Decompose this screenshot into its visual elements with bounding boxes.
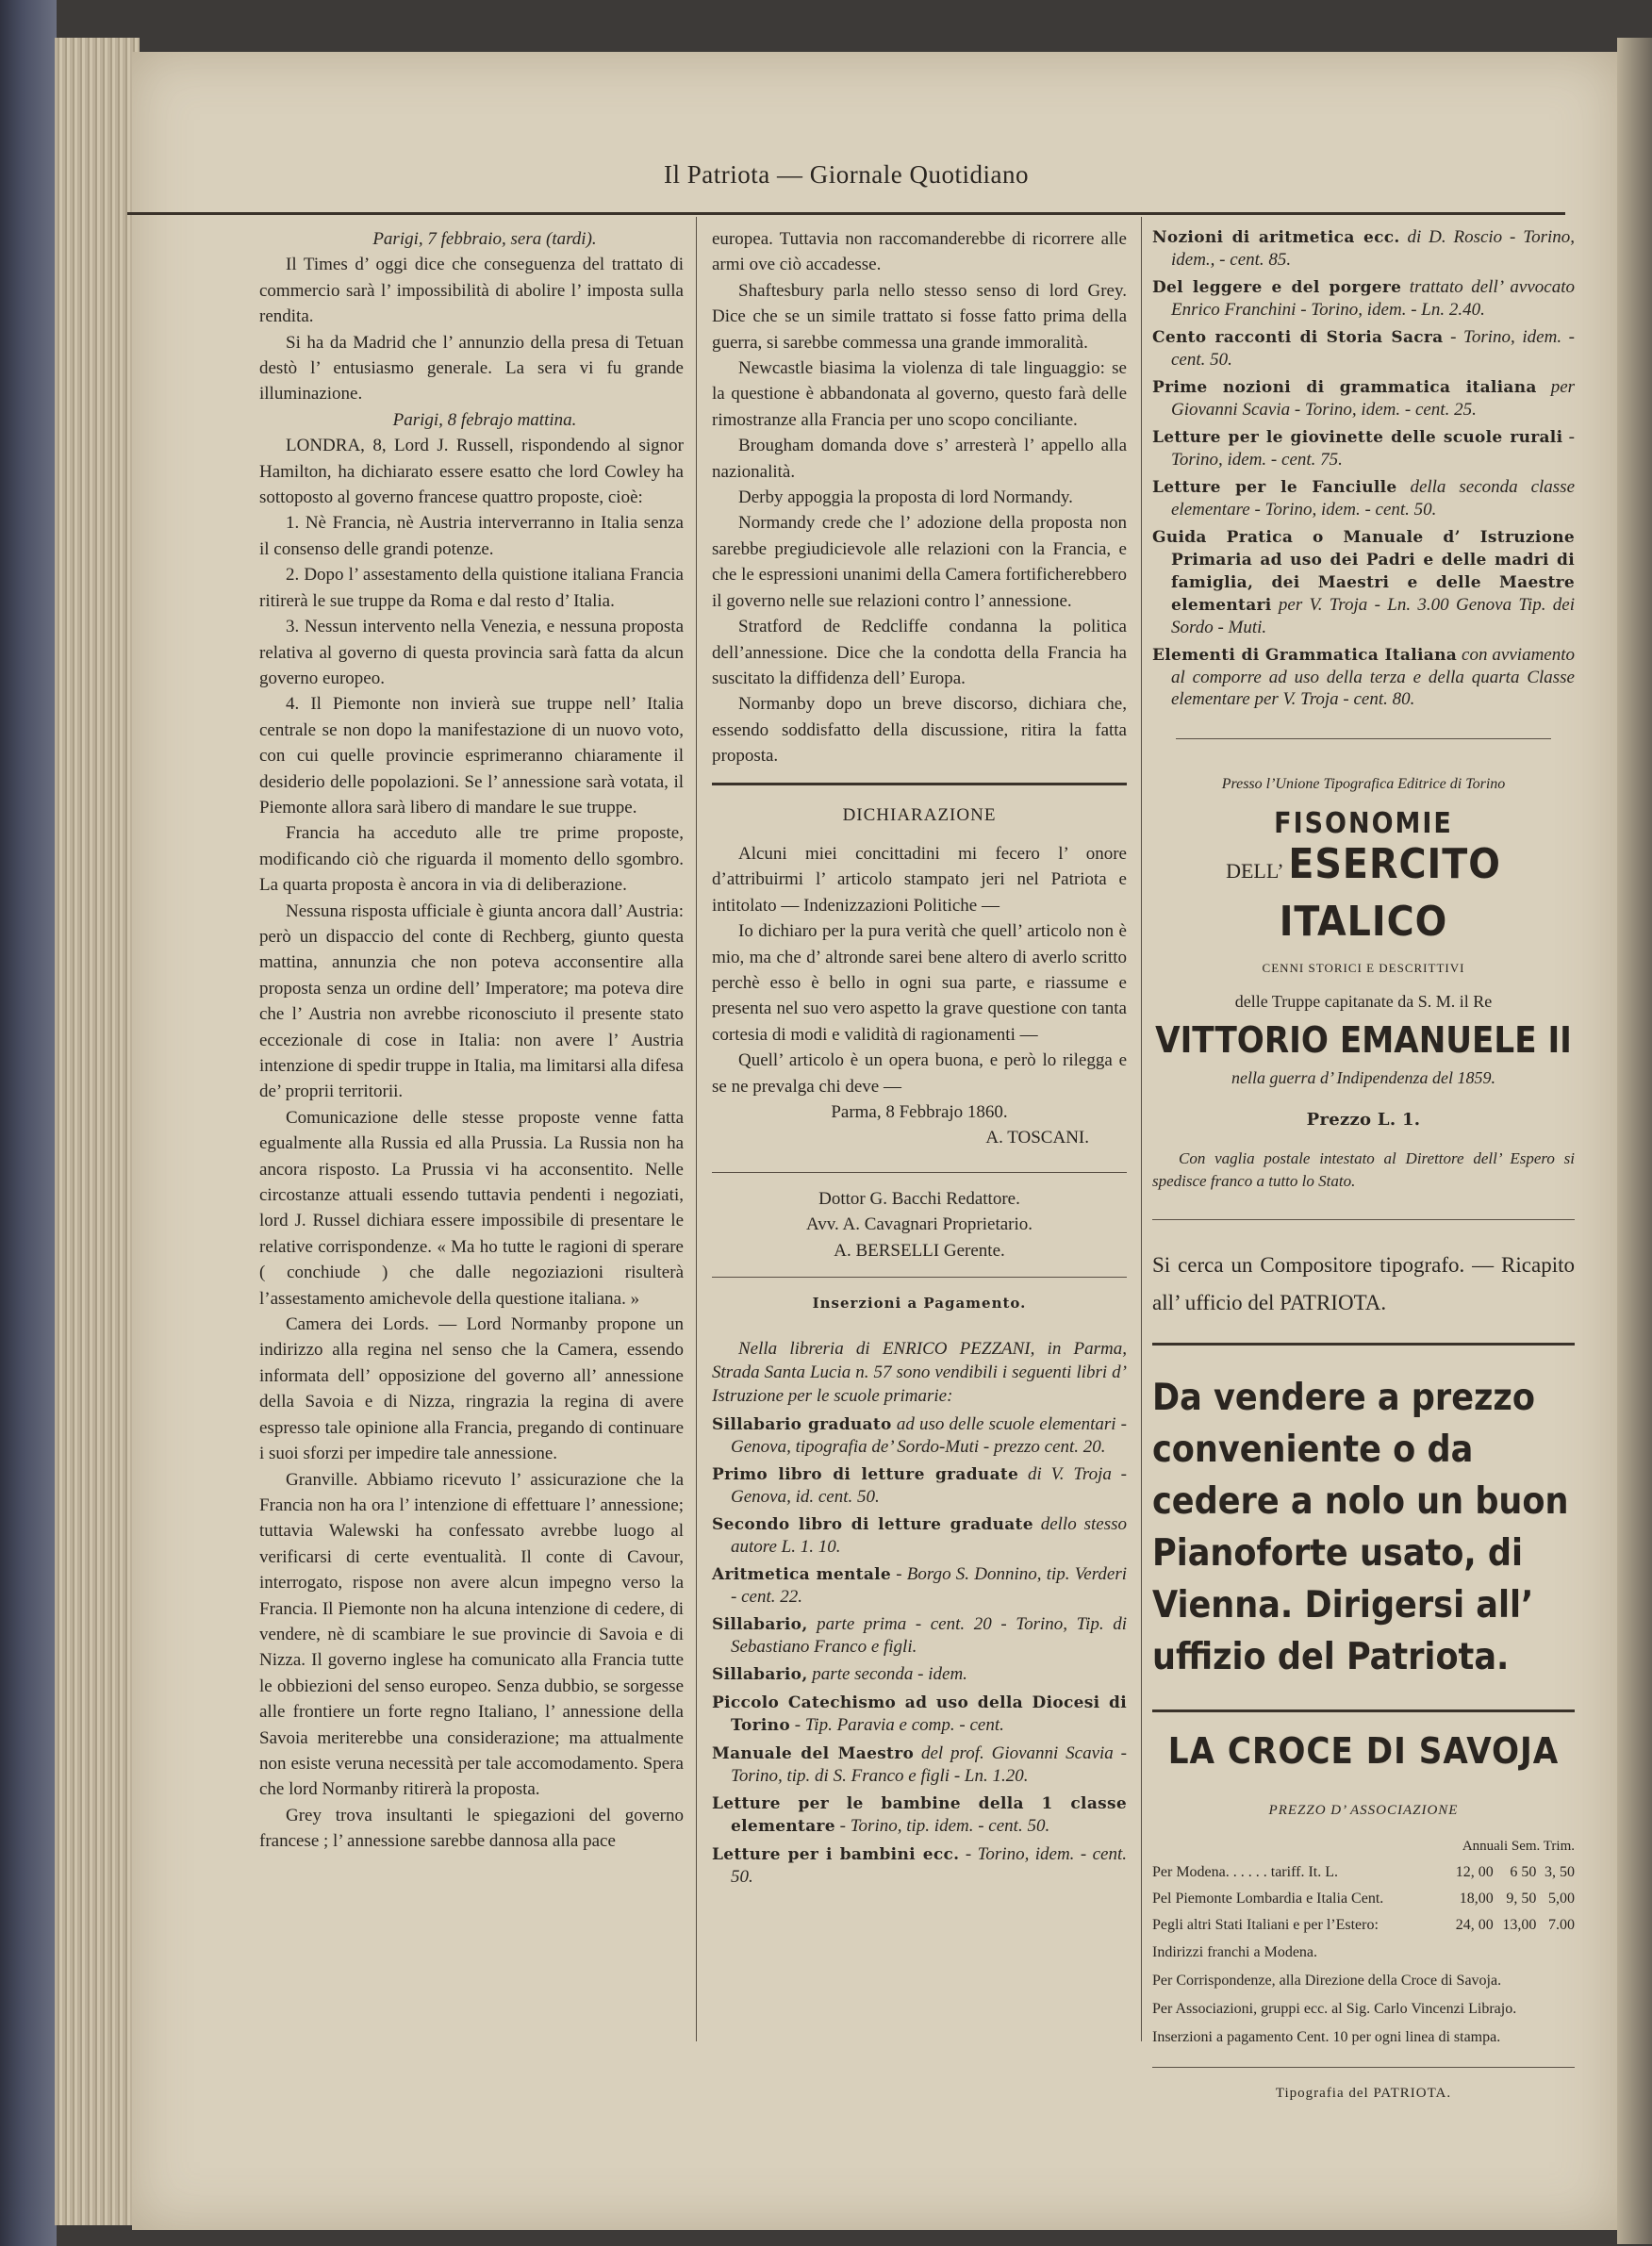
book-details: parte seconda - idem.: [812, 1664, 967, 1685]
column-rule: [1141, 217, 1142, 2041]
croce-columns: Annuali Sem. Trim.: [1462, 1838, 1575, 1854]
book-item: [712, 1463, 1127, 1508]
book-item: [712, 1413, 1127, 1458]
page-stack-edge: [55, 38, 140, 2225]
divider: [1152, 1709, 1575, 1712]
ad-dell: DELL’: [1226, 859, 1284, 884]
staff-manager: A. BERSELLI Gerente.: [834, 1240, 1005, 1261]
book-item: [1152, 476, 1575, 520]
column-rule: [696, 217, 697, 2041]
book-details: di V. Troja - Genova, id. cent. 50.: [731, 1464, 1128, 1508]
ad-delle-truppe: delle Truppe capitanate da S. M. il Re: [1234, 991, 1493, 1011]
book-item: [712, 1663, 1127, 1686]
book-list: [1152, 226, 1575, 710]
article-paragraph: Stratford de Redcliffe condanna la politica dell’annessione. Dice che la condotta della Francia ha suscitato la diffidenza dell’ Europa.: [712, 617, 1127, 688]
book-details: per Giovanni Scavia - Torino, idem. - cent. 25.: [1171, 377, 1576, 420]
article-continued: [712, 226, 1127, 769]
article-paragraph: Camera dei Lords. — Lord Normanby propone un indirizzo alla regina nel senso che la Camera, essendo informata dell’ opposizione del governo all’ annessione della Savoia e di Nizza, ringrazia la regina di avere espresso tale opinione alla Francia, pregando di continuare i suoi sforzi per impedire tale annessione.: [259, 1314, 684, 1464]
price-row: [1152, 1859, 1575, 1886]
article-paragraph: 4. Il Piemonte non invierà sue truppe nell’ Italia centrale se non dopo la manifestazione di un nuovo voto, con cui quelle provincie esprimeranno chiaramente il desiderio delle popolazioni. Se l’ annessione sarà votata, il Piemonte allora sarà libero di mandare le sue truppe.: [259, 694, 684, 817]
book-details: - Torino, idem. - cent. 50.: [1171, 327, 1576, 370]
croce-notes: [1152, 1939, 1575, 2052]
book-details: ad uso delle scuole elementari - Genova, tipografia de’ Sordo-Muti - prezzo cent. 20.: [731, 1414, 1127, 1458]
book-title: Letture per le giovinette delle scuole rurali: [1152, 428, 1563, 447]
price-cell: 18,00: [1459, 1891, 1494, 1907]
declaration-title: DICHIARAZIONE: [842, 804, 997, 825]
book-item: [712, 1843, 1127, 1888]
top-rule: [127, 212, 1565, 215]
price-row: [1152, 1912, 1575, 1939]
divider: [1152, 1343, 1575, 1346]
book-details: della seconda classe elementare - Torino, idem. - cent. 50.: [1171, 477, 1576, 520]
book-title: Sillabario,: [712, 1665, 808, 1685]
book-item: [1152, 426, 1575, 471]
book-item: [712, 1742, 1127, 1787]
article-paragraph: 2. Dopo l’ assestamento della quistione italiana Francia ritirerà le sue truppe da Roma e dal resto d’ Italia.: [259, 565, 684, 611]
book-title: Letture per i bambini ecc.: [712, 1845, 960, 1865]
declaration-paragraph: Alcuni miei concittadini mi fecero l’ onore d’attribuirmi l’ articolo stampato jeri nel Patriota e intitolato — Indenizzazioni Politiche —: [712, 843, 1127, 916]
price-cell: 13,00: [1502, 1917, 1537, 1934]
column-2: [712, 226, 1127, 1893]
book-title: Primo libro di letture graduate: [712, 1465, 1019, 1485]
price-cell: 6 50: [1510, 1864, 1537, 1881]
ad-guerra: nella guerra d’ Indipendenza del 1859.: [1231, 1068, 1495, 1088]
divider: [712, 783, 1127, 785]
article-paragraph: Si ha da Madrid che l’ annunzio della presa di Tetuan destò l’ entusiasmo generale. La sera vi fu grande illuminazione.: [259, 332, 684, 405]
book-item: [1152, 226, 1575, 271]
book-item: [1152, 326, 1575, 371]
tipografia: Tipografia del PATRIOTA.: [1275, 2086, 1452, 2102]
price-cell: 3, 50: [1545, 1864, 1575, 1881]
article-paragraph: Comunicazione delle stesse proposte venne fatta egualmente alla Russia ed alla Prussia. La Russia non ha ancora risposto. La Prussia vi ha acconsentito. Nelle circostanze attuali essendo tuttavia pendenti i negoziati, lord J. Russel dichiara essere impossibile di presentare le relative corrispondenze. « Ma ho tutte le ragioni di sperare ( conchiude ) che dalle negoziazioni risulterà l’assestamento amichevole della questione italiana. »: [259, 1107, 684, 1309]
book-title: Secondo libro di letture graduate: [712, 1515, 1033, 1535]
book-details: per V. Troja - Ln. 3.00 Genova Tip. dei Sordo - Muti.: [1171, 595, 1576, 637]
book-details: di D. Roscio - Torino, idem., - cent. 85.: [1171, 227, 1575, 270]
book-details: trattato dell’ avvocato Enrico Franchini - Torino, idem. - Ln. 2.40.: [1171, 277, 1576, 320]
croce-subtitle: PREZZO D’ ASSOCIAZIONE: [1268, 1803, 1459, 1819]
book-details: con avviamento al comporre ad uso della terza e della quarta Classe elementare per V. Troja - cent. 80.: [1171, 645, 1575, 709]
price-cell: 24, 00: [1455, 1917, 1494, 1934]
price-cell: 5,00: [1548, 1891, 1575, 1907]
staff-box: [712, 1186, 1127, 1263]
book-title: Elementi di Grammatica Italiana: [1152, 646, 1458, 665]
article-paragraph: 1. Nè Francia, nè Austria interverranno in Italia senza il consenso delle grandi potenze.: [259, 513, 684, 559]
declaration-signature: A. TOSCANI.: [985, 1128, 1089, 1148]
croce-title: LA CROCE DI SAVOJA: [1167, 1730, 1560, 1773]
article-paragraph: Normandy crede che l’ adozione della proposta non sarebbe pregiudicievole alle relazioni con la Francia, e che le espressioni unanimi della Camera fortificherebbero il governo nelle sue relazioni contro l’ annessione.: [712, 513, 1127, 611]
price-cell: 12, 00: [1455, 1864, 1494, 1881]
column-3: [1152, 226, 1575, 2107]
ad-piano: Da vendere a prezzo conveniente o da cedere a nolo un buon Pianoforte usato, di Vienna. Dirigersi all’ uffizio del Patriota.: [1152, 1377, 1569, 1679]
divider: [1176, 738, 1551, 739]
declaration-body: [712, 841, 1127, 1099]
book-details: - Torino, idem. - cent. 75.: [1171, 427, 1575, 470]
book-title: Del leggere e del porgere: [1152, 278, 1402, 297]
divider: [712, 1172, 1127, 1173]
article-paragraph: Parigi, 7 febbraio, sera (tardi).: [372, 229, 597, 249]
book-item: [712, 1792, 1127, 1838]
insertions-title: Inserzioni a Pagamento.: [812, 1295, 1027, 1313]
book-title: Piccolo Catechismo ad uso della Diocesi di Torino: [712, 1693, 1127, 1736]
staff-owner: Avv. A. Cavagnari Proprietario.: [805, 1214, 1033, 1235]
book-title: Letture per le Fanciulle: [1152, 478, 1397, 497]
article-paragraph: Francia ha acceduto alle tre prime proposte, modificando ciò che riguarda il momento dello sgombro. La quarta proposta è ancora in via di deliberazione.: [259, 823, 684, 896]
ad-esercito-title: ESERCITO ITALICO: [1279, 840, 1501, 947]
book-details: parte prima - cent. 20 - Torino, Tip. di Sebastiano Franco e figli.: [731, 1614, 1127, 1658]
divider: [712, 1277, 1127, 1278]
book-title: Aritmetica mentale: [712, 1565, 892, 1585]
book-item: [1152, 644, 1575, 710]
book-item: [712, 1692, 1127, 1737]
price-cell: Pel Piemonte Lombardia e Italia Cent.: [1152, 1891, 1384, 1907]
article-paragraph: europea. Tuttavia non raccomanderebbe di ricorrere alle armi ove ciò accadesse.: [712, 229, 1127, 275]
croce-note: Per Corrispondenze, alla Direzione della Croce di Savoja.: [1152, 1973, 1502, 1990]
book-details: - Torino, tip. idem. - cent. 50.: [839, 1816, 1050, 1837]
ad-compositore: Si cerca un Compositore tipografo. — Ricapito all’ ufficio del PATRIOTA.: [1152, 1253, 1575, 1315]
divider: [1152, 1219, 1575, 1220]
next-page-edge: [1617, 38, 1652, 2244]
book-title: Sillabario,: [712, 1615, 808, 1635]
price-cell: Per Modena. . . . . . tariff. It. L.: [1152, 1864, 1338, 1881]
article-paragraph: Grey trova insultanti le spiegazioni del governo francese ; l’ annessione sarebbe dannosa alla pace: [259, 1805, 684, 1852]
declaration-paragraph: Io dichiaro per la pura verità che quell’ articolo non è mio, ma che d’ altronde sarei bene altero di averlo scritto perchè esso è bello in ogni sua parte, e riassume e presenta nel suo vero aspetto la grave questione con tanta cortesia di modi e validità di ragionamenti —: [712, 921, 1127, 1045]
book-list: [712, 1413, 1127, 1888]
croce-note: Per Associazioni, gruppi ecc. al Sig. Carlo Vincenzi Librajo.: [1152, 2001, 1517, 2018]
croce-note: Inserzioni a pagamento Cent. 10 per ogni linea di stampa.: [1152, 2029, 1501, 2046]
croce-price-table: [1152, 1859, 1575, 1939]
book-title: Guida Pratica o Manuale d’ Istruzione Primaria ad uso dei Padri e delle madri di famiglia, dei Maestri e delle Maestre elementari: [1152, 528, 1575, 615]
divider: [1152, 2067, 1575, 2068]
book-details: del prof. Giovanni Scavia - Torino, tip. di S. Franco e figli - Ln. 1.20.: [731, 1743, 1127, 1787]
insertions-intro: Nella libreria di ENRICO PEZZANI, in Parma, Strada Santa Lucia n. 57 sono vendibili i seguenti libri d’ Istruzione per le scuole primarie:: [712, 1339, 1127, 1407]
book-item: [1152, 276, 1575, 321]
ad-king: VITTORIO EMANUELE II: [1155, 1019, 1572, 1062]
article-paragraph: LONDRA, 8, Lord J. Russell, rispondendo al signor Hamilton, ha dichiarato essere esatto che lord Cowley ha sottoposto al governo francese quattro proposte, cioè:: [259, 436, 684, 508]
price-cell: 7.00: [1548, 1917, 1575, 1934]
ad-esercito-line: [1152, 840, 1575, 955]
declaration-paragraph: Quell’ articolo è un opera buona, e però lo rilegga e se ne prevalga chi deve —: [712, 1050, 1127, 1097]
article-paragraph: Shaftesbury parla nello stesso senso di lord Grey. Dice che se un simile trattato si fosse fatto prima della guerra, si sarebbe commessa una grande immoralità.: [712, 280, 1127, 353]
article-paragraph: Nessuna risposta ufficiale è giunta ancora dall’ Austria: però un dispaccio del conte di Rechberg, giunto questa mattina, annunzia che non poteva acconsentire alla proposta senza un ordine dell’ Imperatore; ma poteva dire che l’ Austria non avrebbe riconosciuto il presente stato eccezionale di cose in Italia: non avere l’ Austria intenzione di spedir truppe in Italia, ma limitarsi alla difesa de’ proprii territorii.: [259, 900, 684, 1102]
article-paragraph: Parigi, 8 febrajo mattina.: [392, 409, 577, 430]
ad-fisonomie: [1152, 771, 1575, 1193]
book-binding: [0, 0, 57, 2246]
article-paragraph: Newcastle biasima la violenza di tale linguaggio: se la questione è abbandonata al governo, questo farà delle rimostranze alla Francia per uno scopo conciliante.: [712, 358, 1127, 430]
ad-fisonomie-title: FISONOMIE: [1274, 807, 1453, 841]
book-item: [1152, 376, 1575, 421]
book-details: dello stesso autore L. 1. 10.: [731, 1514, 1127, 1558]
book-details: - Torino, idem. - cent. 50.: [731, 1844, 1128, 1888]
book-title: Cento racconti di Storia Sacra: [1152, 328, 1444, 347]
article-paragraph: Derby appoggia la proposta di lord Normandy.: [738, 487, 1073, 508]
price-cell: 9, 50: [1506, 1891, 1537, 1907]
staff-editor: Dottor G. Bacchi Redattore.: [818, 1188, 1020, 1209]
article-paragraph: 3. Nessun intervento nella Venezia, e nessuna proposta relativa al governo di questa provincia sarà fatta da alcun governo europeo.: [259, 617, 684, 688]
declaration-date: Parma, 8 Febbrajo 1860.: [831, 1102, 1008, 1122]
book-title: Prime nozioni di grammatica italiana: [1152, 378, 1537, 397]
book-item: [712, 1513, 1127, 1558]
column-1: [259, 226, 684, 1855]
article-paragraph: Il Times d’ oggi dice che conseguenza del trattato di commercio sarà l’ impossibilità di abolire l’ imposta sulla rendita.: [259, 255, 684, 327]
book-title: Manuale del Maestro: [712, 1744, 915, 1764]
book-details: - Borgo S. Donnino, tip. Verderi - cent. 22.: [731, 1564, 1127, 1608]
book-details: - Tip. Paravia e comp. - cent.: [794, 1715, 1004, 1736]
book-title: Sillabario graduato: [712, 1415, 892, 1435]
masthead: Il Patriota — Giornale Quotidiano: [664, 160, 1029, 189]
book-item: [712, 1563, 1127, 1608]
book-title: Letture per le bambine della 1 classe elementare: [712, 1794, 1127, 1837]
book-item: [712, 1613, 1127, 1658]
croce-note: Indirizzi franchi a Modena.: [1152, 1944, 1318, 1961]
price-cell: Pegli altri Stati Italiani e per l’Estero:: [1152, 1917, 1379, 1934]
article-paragraph: Normanby dopo un breve discorso, dichiara che, essendo soddisfatto della discussione, ritira la fatta proposta.: [712, 694, 1127, 767]
ad-publisher: Presso l’Unione Tipografica Editrice di Torino: [1221, 776, 1506, 792]
book-title: Nozioni di aritmetica ecc.: [1152, 228, 1400, 247]
ad-price: Prezzo L. 1.: [1306, 1109, 1421, 1130]
ad-vaglia: Con vaglia postale intestato al Direttore dell’ Espero si spedisce franco a tutto lo Stato.: [1152, 1149, 1575, 1191]
book-item: [1152, 526, 1575, 638]
article-paragraph: Granville. Abbiamo ricevuto l’ assicurazione che la Francia non ha ora l’ intenzione di effettuare l’ annessione; tuttavia Walewski ha confessato avrebbe luogo al verificarsi di certe eventualità. Il conte di Cavour, interrogato, rispose non avere alcun impegno verso la Francia. Il Piemonte non ha alcuna intenzione di cedere, di vendere, nè di scambiare le sue provincie di Savoia e di Nizza. Il governo inglese ha comunicato alla Francia tutte le obbiezioni del senso europeo. Senza dubbio, se sorgesse alle frontiere un forte regno Italiano, l’ annessione della Savoia meriterebbe una considerazione; ma attualmente non esiste veruna necessità per tale accomodamento. Spera che lord Normanby ritirerà la proposta.: [259, 1469, 684, 1800]
ad-cenni: CENNI STORICI E DESCRITTIVI: [1262, 961, 1465, 976]
price-row: [1152, 1886, 1575, 1912]
article-paragraph: Brougham domanda dove s’ arresterà l’ appello alla nazionalità.: [712, 436, 1127, 482]
